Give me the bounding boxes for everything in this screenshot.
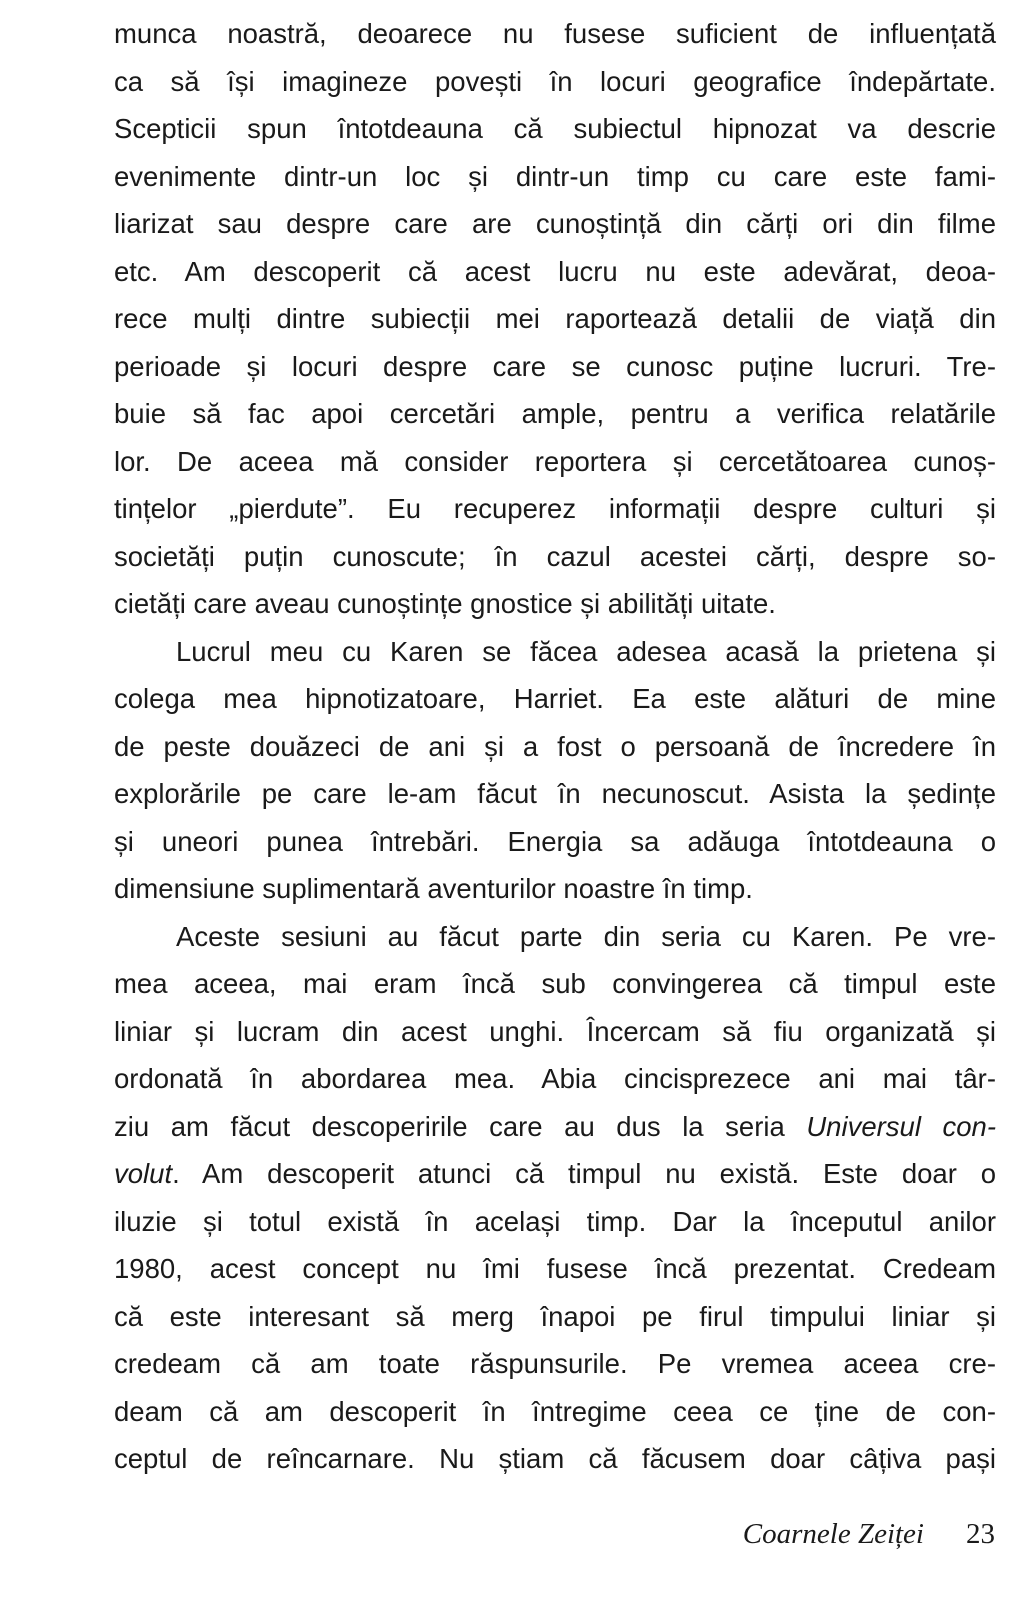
text-span: tințelor „pierdute”. Eu recuperez informații despre culturi și [114, 493, 996, 524]
text-line [114, 628, 996, 676]
text-span: . Am descoperit atunci că timpul nu există. Este doar o [172, 1158, 996, 1189]
text-span: rece mulți dintre subiecții mei raportează detalii de viață din [114, 303, 996, 334]
text-span: explorările pe care le-am făcut în necunoscut. Asista la ședințe [114, 778, 996, 809]
text-span: ca să își imagineze povești în locuri geografice îndepărtate. [114, 65, 996, 97]
text-line [114, 865, 996, 913]
text-line [114, 153, 996, 201]
text-line [114, 58, 996, 106]
text-line [114, 770, 996, 818]
text-line [114, 1340, 996, 1388]
text-line [114, 438, 996, 486]
text-span: ziu am făcut descoperirile care au dus la seria [114, 1110, 807, 1142]
text-span: Lucrul meu cu Karen se făcea adesea acasă la prietena și [176, 635, 996, 667]
running-title: Coarnele Zeiței [742, 1518, 924, 1550]
text-line [114, 818, 996, 866]
text-line [114, 1388, 996, 1436]
text-span: și uneori punea întrebări. Energia sa adăuga întotdeauna o [114, 825, 996, 857]
text-span: ordonată în abordarea mea. Abia cincisprezece ani mai târ- [114, 1063, 996, 1094]
text-line [114, 200, 996, 248]
text-span: etc. Am descoperit că acest lucru nu este adevărat, deoa- [114, 255, 996, 287]
text-line [114, 295, 996, 343]
text-line [114, 533, 996, 581]
page-number: 23 [966, 1518, 995, 1550]
text-span: buie să fac apoi cercetări ample, pentru a verifica relatările [114, 398, 996, 429]
text-span: mea aceea, mai eram încă sub convingerea că timpul este [114, 968, 996, 999]
text-span: liniar și lucram din acest unghi. Încercam să fiu organizată și [114, 1015, 996, 1047]
text-span: liarizat sau despre care are cunoștință din cărți ori din filme [114, 208, 996, 239]
text-span: lor. De aceea mă consider reportera și cercetătoarea cunoș- [114, 445, 996, 477]
text-line [114, 248, 996, 296]
text-line [114, 580, 996, 628]
text-span: 1980, acest concept nu îmi fusese încă prezentat. Credeam [114, 1253, 996, 1284]
text-span: deam că am descoperit în întregime ceea ce ține de con- [114, 1395, 996, 1427]
text-line [114, 913, 996, 961]
text-span: credeam că am toate răspunsurile. Pe vremea aceea cre- [114, 1348, 996, 1379]
text-span: evenimente dintr-un loc și dintr-un timp cu care este fami- [114, 160, 996, 192]
text-line [114, 723, 996, 771]
text-line [114, 105, 996, 153]
text-line [114, 675, 996, 723]
text-span: perioade și locuri despre care se cunosc puține lucruri. Tre- [114, 350, 996, 382]
text-line [114, 1245, 996, 1293]
text-span: Scepticii spun întotdeauna că subiectul hipnozat va descrie [114, 113, 996, 144]
text-line [114, 960, 996, 1008]
text-line [114, 390, 996, 438]
text-line [114, 1293, 996, 1341]
text-line [114, 1150, 996, 1198]
text-line [114, 10, 996, 58]
text-span: societăți puțin cunoscute; în cazul acestei cărți, despre so- [114, 540, 996, 572]
text-line [114, 1008, 996, 1056]
text-span: colega mea hipnotizatoare, Harriet. Ea este alături de mine [114, 683, 996, 714]
text-span: munca noastră, deoarece nu fusese suficient de influențată [114, 18, 996, 49]
text-line [114, 1055, 996, 1103]
text-line [114, 343, 996, 391]
text-span: Aceste sesiuni au făcut parte din seria cu Karen. Pe vre- [176, 920, 996, 952]
text-line [114, 1435, 996, 1483]
text-span: cietăți care aveau cunoștințe gnostice și abilități uitate. [114, 588, 776, 619]
page-footer [0, 1518, 995, 1551]
italic-text: volut [114, 1158, 173, 1189]
body-text [114, 10, 996, 1483]
text-line [114, 485, 996, 533]
text-span: ceptul de reîncarnare. Nu știam că făcusem doar câțiva pași [114, 1443, 996, 1474]
italic-text: Universul con- [806, 1110, 996, 1142]
text-span: că este interesant să merg înapoi pe firul timpului liniar și [114, 1300, 996, 1332]
text-span: dimensiune suplimentară aventurilor noastre în timp. [114, 873, 753, 904]
text-span: de peste douăzeci de ani și a fost o persoană de încredere în [114, 730, 996, 762]
text-span: iluzie și totul există în același timp. Dar la începutul anilor [114, 1205, 996, 1237]
text-line [114, 1198, 996, 1246]
text-line [114, 1103, 996, 1151]
